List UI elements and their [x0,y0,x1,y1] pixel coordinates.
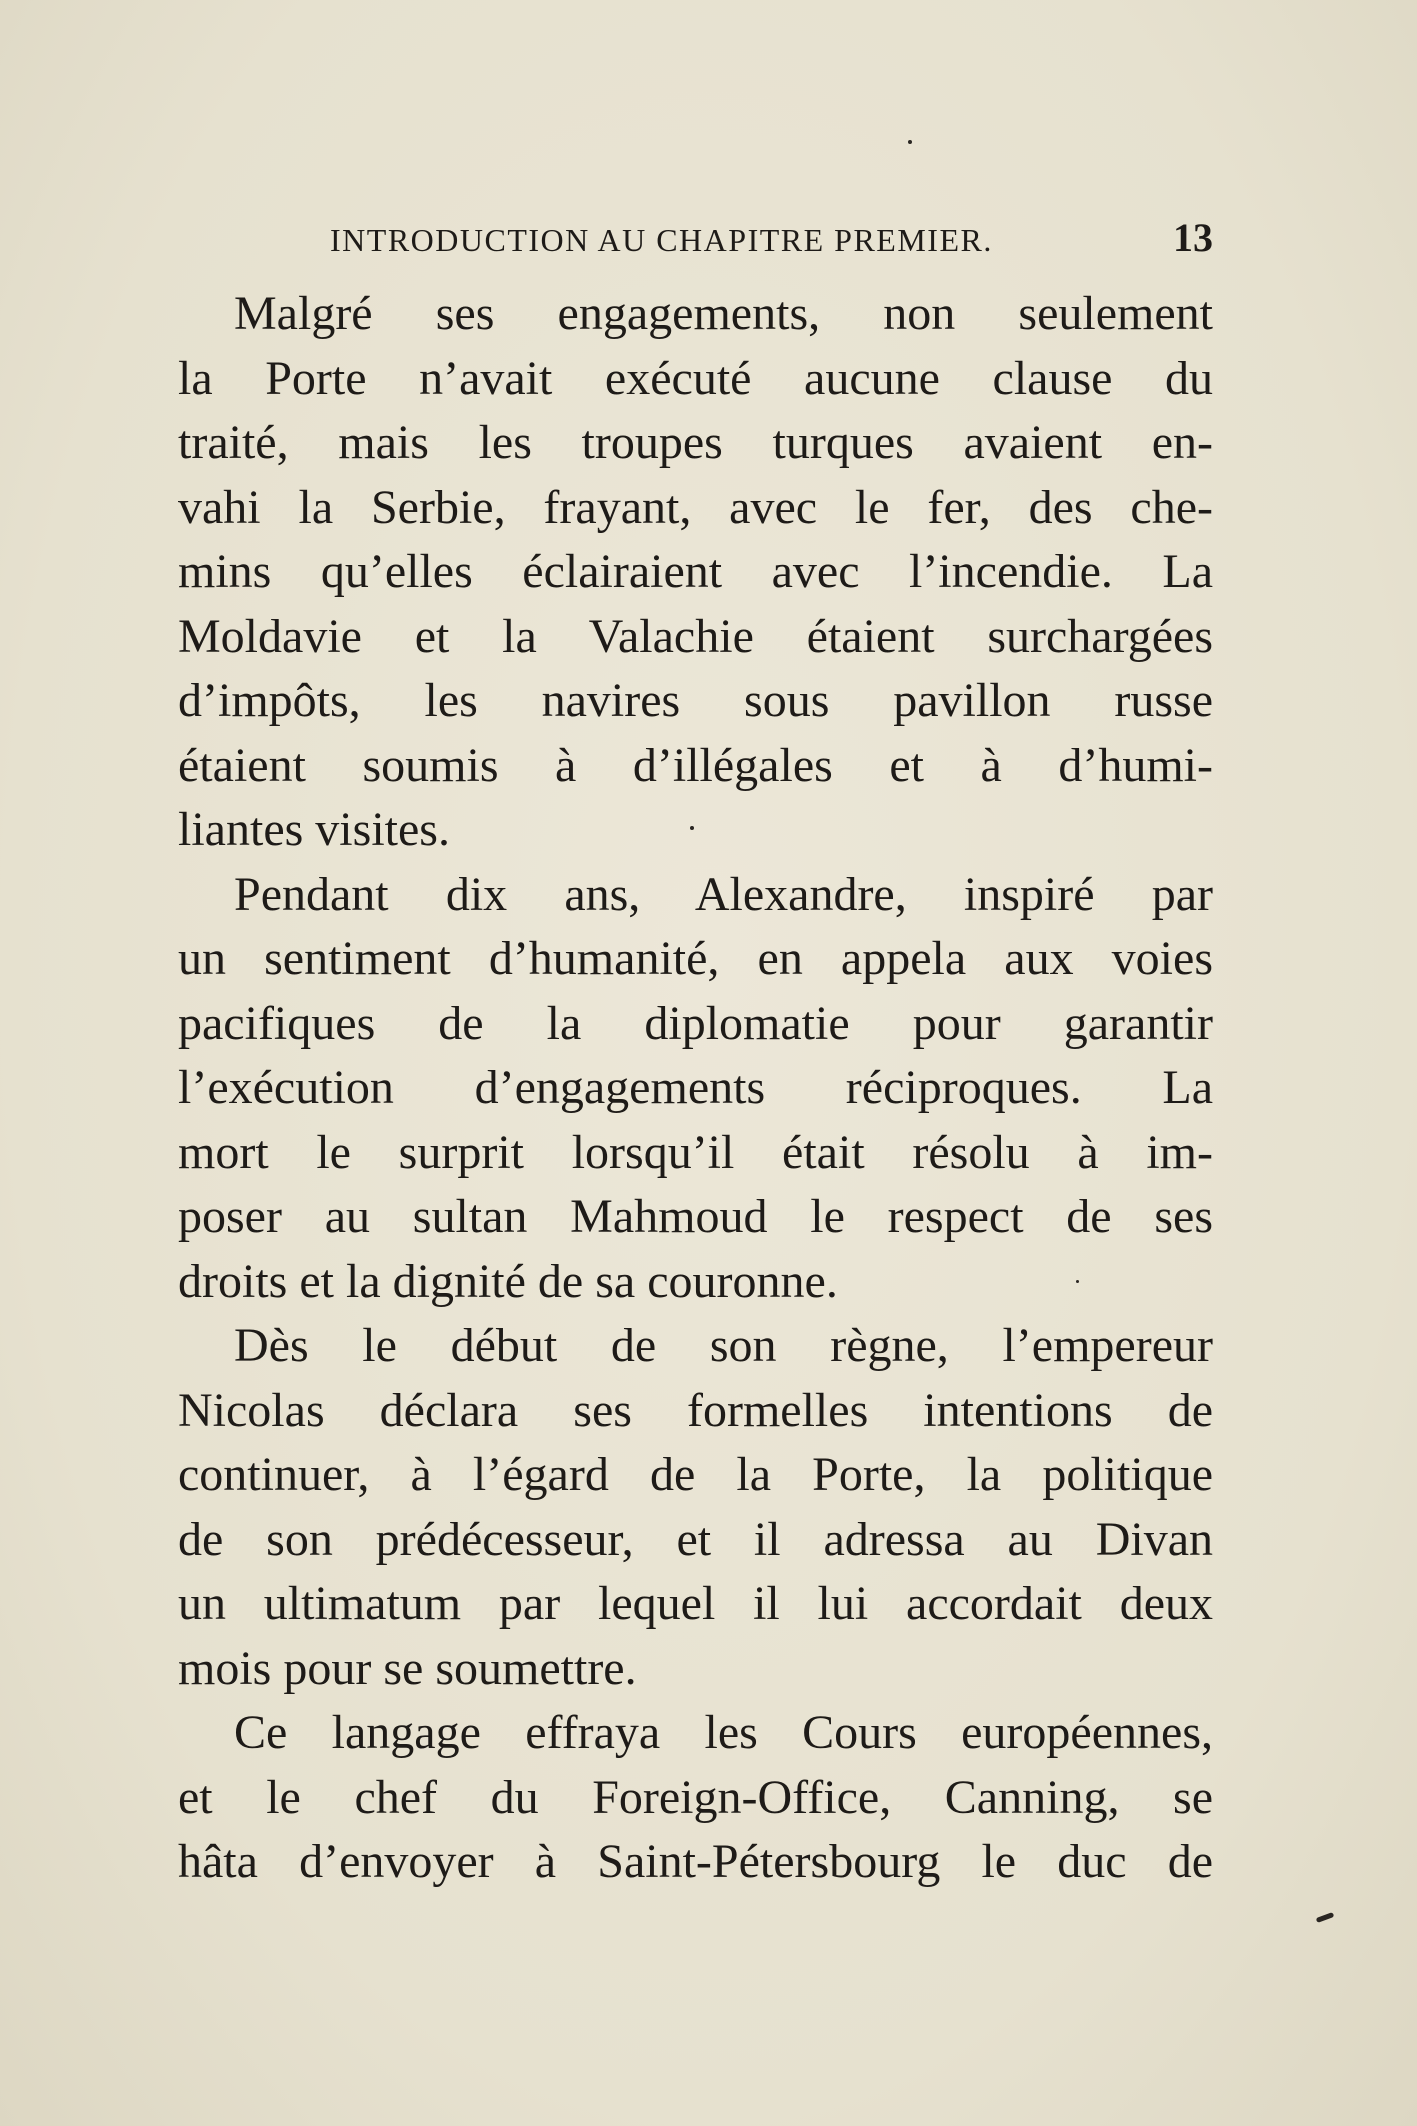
page-number: 13 [1173,215,1213,260]
paper-speck [908,140,912,144]
text-line: la Porte n’avait exécuté aucune clause du [178,351,1213,405]
text-line: Dès le début de son règne, l’empereur [234,1319,1213,1372]
text-line: mort le surprit lorsqu’il était résolu à im- [178,1125,1213,1179]
text-line: liantes visites. [178,803,450,856]
text-line: droits et la dignité de sa couronne. [178,1254,838,1308]
text-line: Moldavie et la Valachie étaient surchargées [178,609,1213,663]
text-line: et le chef du Foreign-Office, Canning, se [178,1770,1213,1824]
text-line: mois pour se soumettre. [178,1641,637,1695]
text-line: vahi la Serbie, frayant, avec le fer, des che- [178,480,1213,534]
text-line: étaient soumis à d’illégales et à d’humi- [178,738,1213,792]
text-line: un sentiment d’humanité, en appela aux voies [178,932,1213,985]
paper-speck [690,826,694,830]
text-line: traité, mais les troupes turques avaient en- [178,416,1213,469]
running-head: INTRODUCTION AU CHAPITRE PREMIER. [330,222,993,258]
page-header [178,210,1213,270]
paper-speck [1316,1912,1335,1923]
text-line: Ce langage effraya les Cours européennes, [234,1706,1213,1759]
text-line: hâta d’envoyer à Saint-Pétersbourg le duc de [178,1835,1213,1888]
text-line: l’exécution d’engagements réciproques. La [178,1061,1213,1114]
text-line: Nicolas déclara ses formelles intentions de [178,1383,1213,1437]
text-line: Malgré ses engagements, non seulement [234,287,1213,340]
text-line: pacifiques de la diplomatie pour garantir [178,996,1213,1050]
text-line: de son prédécesseur, et il adressa au Divan [178,1512,1213,1566]
text-line: d’impôts, les navires sous pavillon russe [178,674,1213,727]
text-line: continuer, à l’égard de la Porte, la politique [178,1448,1213,1501]
paper-speck [1076,1280,1079,1283]
text-line: poser au sultan Mahmoud le respect de ses [178,1190,1213,1243]
text-line: mins qu’elles éclairaient avec l’incendie. La [178,545,1213,598]
body-text [178,282,1213,1895]
text-line: un ultimatum par lequel il lui accordait deux [178,1577,1213,1630]
text-line: Pendant dix ans, Alexandre, inspiré par [234,867,1213,921]
